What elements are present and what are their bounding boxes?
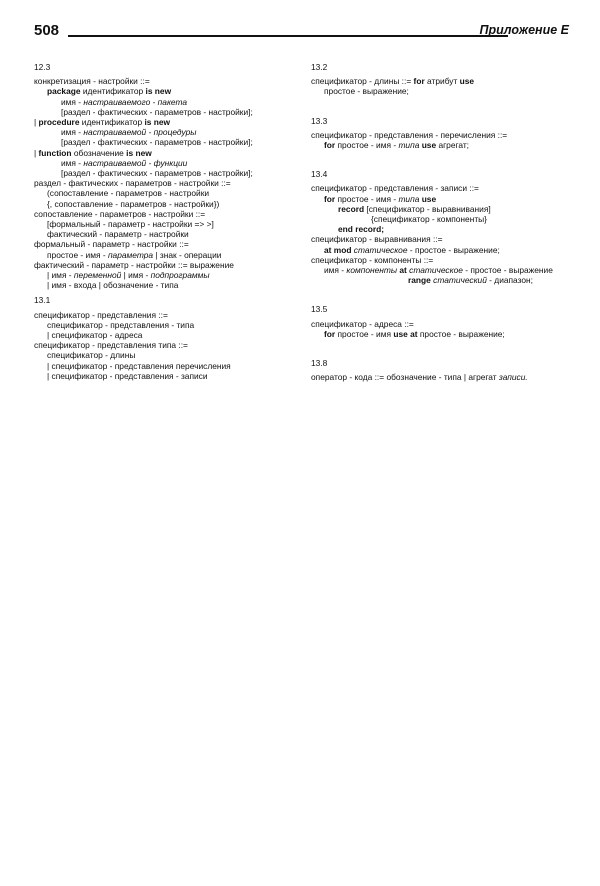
keyword: for [413, 76, 425, 87]
keyword: use [421, 193, 437, 204]
keyword: package [47, 86, 81, 97]
text-segment: имя - [61, 127, 84, 138]
text-segment: спецификатор - представления - перечисления ::= [311, 129, 508, 140]
text-segment: простое - выражение; [417, 328, 505, 339]
grammar-section [311, 62, 579, 97]
grammar-line [311, 183, 579, 193]
keyword: for [324, 140, 336, 151]
text-segment: - простое - выражение [462, 265, 553, 276]
grammar-line [34, 371, 296, 381]
grammar-line [34, 127, 296, 137]
text-segment: обозначение [71, 147, 127, 158]
text-segment: | имя - входа | обозначение - типа [47, 280, 179, 291]
keyword: use [459, 76, 475, 87]
text-segment: спецификатор - представления - типа [47, 319, 195, 330]
grammar-line [34, 178, 296, 188]
grammar-section [311, 304, 579, 339]
grammar-line [34, 320, 296, 330]
text-segment: имя - [324, 265, 347, 276]
text-segment: | имя - [47, 270, 74, 281]
keyword: record [338, 203, 365, 214]
grammar-line [311, 234, 579, 244]
keyword: at mod [324, 244, 352, 255]
italic-term: типа [398, 140, 420, 151]
grammar-line [311, 204, 579, 214]
section-number: 13.3 [311, 115, 328, 126]
text-segment: агрегат; [436, 140, 469, 151]
text-segment: идентификатор [80, 86, 146, 97]
grammar-line [311, 319, 579, 329]
text-segment: (сопоставление - параметров - настройки [47, 188, 210, 199]
text-segment: конкретизация - настройки ::= [34, 76, 150, 87]
italic-term: статическое [409, 265, 463, 276]
section-number: 13.4 [311, 169, 328, 180]
grammar-line [34, 250, 296, 260]
grammar-section [311, 116, 579, 151]
keyword: end record; [338, 224, 385, 235]
italic-term: настраиваемой - функции [83, 157, 188, 168]
grammar-line [34, 158, 296, 168]
text-segment: | спецификатор - представления перечисления [47, 360, 231, 371]
keyword: for [324, 193, 336, 204]
text-segment: | имя - [121, 270, 151, 281]
keyword: range [408, 275, 431, 286]
text-segment: [формальный - параметр - настройки => >] [47, 219, 214, 230]
italic-term: статическое [353, 244, 408, 255]
section-number: 13.2 [311, 62, 328, 72]
text-segment: простое - выражение; [324, 86, 409, 97]
grammar-line [311, 255, 579, 265]
keyword: procedure [38, 117, 80, 128]
text-segment: имя - [61, 157, 84, 168]
grammar-section [34, 62, 296, 290]
grammar-line [311, 194, 579, 204]
italic-term: настраиваемого - пакета [83, 96, 187, 107]
keyword: for [324, 328, 336, 339]
grammar-line [34, 117, 296, 127]
grammar-line [34, 219, 296, 229]
page-number: 508 [34, 22, 60, 39]
text-segment: - простое - выражение; [407, 244, 500, 255]
grammar-line [34, 330, 296, 340]
italic-term: переменной [73, 270, 122, 281]
grammar-line [34, 270, 296, 280]
grammar-line [34, 340, 296, 350]
grammar-line [34, 280, 296, 290]
grammar-line [34, 97, 296, 107]
section-number: 13.5 [311, 304, 328, 315]
italic-term: статический [433, 275, 487, 286]
text-segment: фактический - параметр - настройки ::= выражение [34, 259, 234, 270]
text-segment: спецификатор - представления типа ::= [34, 340, 188, 351]
grammar-line [311, 130, 579, 140]
grammar-line [34, 260, 296, 270]
italic-term: записи. [498, 372, 528, 383]
grammar-line [34, 239, 296, 249]
page-header [34, 22, 569, 42]
text-segment: спецификатор - выравнивания ::= [311, 234, 443, 245]
text-segment: спецификатор - представления - записи ::= [311, 183, 479, 194]
section-number: 12.3 [34, 62, 51, 72]
text-segment: | спецификатор - адреса [47, 330, 143, 341]
text-segment: [раздел - фактических - параметров - настройки]; [61, 106, 253, 117]
grammar-section [311, 358, 579, 382]
grammar-section [311, 169, 579, 285]
text-segment: спецификатор - длины ::= [311, 76, 414, 87]
grammar-line [34, 361, 296, 371]
grammar-line [311, 140, 579, 150]
text-segment: [раздел - фактических - параметров - настройки]; [61, 137, 253, 148]
grammar-line [34, 137, 296, 147]
keyword: function [38, 147, 72, 158]
text-segment: спецификатор - представления ::= [34, 309, 168, 320]
grammar-line [34, 350, 296, 360]
keyword: is new [144, 117, 171, 128]
section-number: 13.8 [311, 358, 328, 369]
keyword: at [399, 265, 407, 276]
grammar-line [311, 214, 579, 224]
grammar-line [311, 245, 579, 255]
text-segment: спецификатор - длины [47, 350, 136, 361]
grammar-line [34, 209, 296, 219]
grammar-line [34, 229, 296, 239]
grammar-line [34, 188, 296, 198]
text-segment: оператор - кода ::= обозначение - типа | агрегат [311, 372, 499, 383]
keyword: use [421, 140, 437, 151]
text-segment: простое - имя [335, 328, 394, 339]
grammar-line [311, 265, 579, 275]
grammar-line [311, 329, 579, 339]
grammar-line [34, 310, 296, 320]
grammar-line [311, 86, 579, 96]
text-segment: - диапазон; [486, 275, 533, 286]
text-segment: | [34, 147, 39, 158]
grammar-line [311, 372, 579, 382]
text-segment: имя - [61, 96, 84, 107]
grammar-line [34, 168, 296, 178]
italic-term: настраиваемой - процедуры [83, 127, 197, 138]
text-segment: сопоставление - параметров - настройки ::= [34, 208, 206, 219]
keyword: is new [145, 86, 172, 97]
left-column [34, 62, 296, 386]
text-segment: простое - имя - [47, 249, 108, 260]
italic-term: параметра [107, 249, 154, 260]
grammar-section [34, 295, 296, 381]
grammar-line [311, 275, 579, 285]
grammar-line [34, 86, 296, 96]
text-segment: фактический - параметр - настройки [47, 229, 189, 240]
text-segment: | спецификатор - представления - записи [47, 370, 208, 381]
right-column [311, 62, 579, 401]
grammar-line [34, 148, 296, 158]
text-segment: формальный - параметр - настройки ::= [34, 239, 189, 250]
text-segment: {, сопоставление - параметров - настройки}) [47, 198, 220, 209]
text-segment: [спецификатор - выравнивания] [364, 203, 491, 214]
keyword: is new [126, 147, 152, 158]
text-segment: {спецификатор - компоненты} [371, 214, 487, 225]
text-segment: атрибут [424, 76, 460, 87]
text-segment: | знак - операции [153, 249, 222, 260]
italic-term: компоненты [346, 265, 398, 276]
section-number: 13.1 [34, 295, 51, 306]
text-segment: [раздел - фактических - параметров - настройки]; [61, 168, 253, 179]
italic-term: подпрограммы [150, 270, 210, 281]
grammar-line [34, 107, 296, 117]
grammar-line [311, 76, 579, 86]
grammar-line [311, 224, 579, 234]
text-segment: раздел - фактических - параметров - настройки ::= [34, 178, 231, 189]
header-rule [68, 35, 508, 37]
text-segment: идентификатор [79, 117, 145, 128]
text-segment: спецификатор - адреса ::= [311, 318, 414, 329]
keyword: use at [393, 328, 418, 339]
text-segment: | [34, 117, 39, 128]
italic-term: типа [398, 193, 420, 204]
running-title: Приложение Е [479, 23, 569, 37]
grammar-line [34, 199, 296, 209]
text-segment: спецификатор - компоненты ::= [311, 254, 434, 265]
text-segment: простое - имя - [335, 140, 399, 151]
text-segment: простое - имя - [335, 193, 399, 204]
grammar-line [34, 76, 296, 86]
